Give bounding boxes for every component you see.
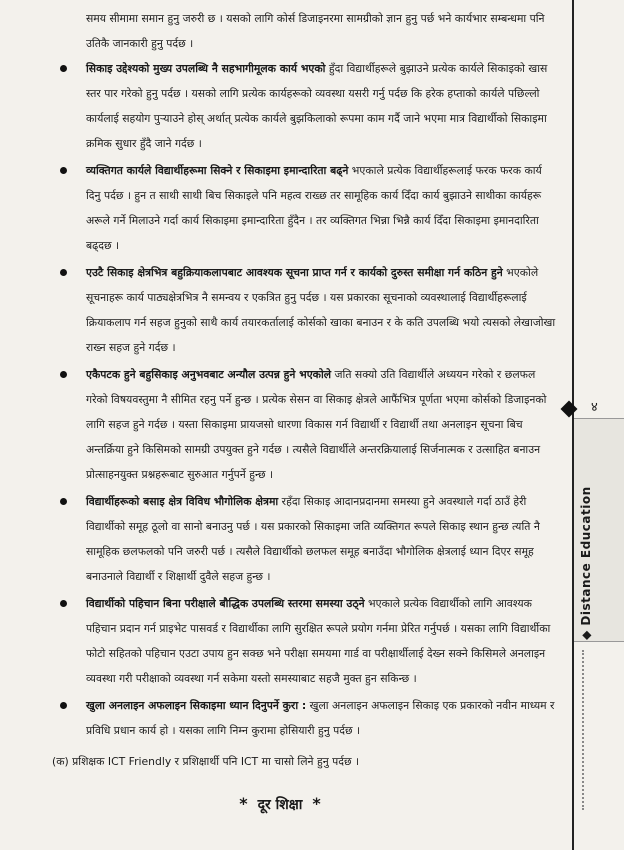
- dotted-rule: [582, 650, 586, 810]
- point-lead: सिकाइ उद्देश्यको मुख्य उपलब्धि नै सहभागीमूलक कार्य भएको: [86, 62, 326, 75]
- bullet-icon: [60, 498, 67, 505]
- sidebar-label-text: Distance Education: [579, 486, 593, 626]
- point-text: हुँदा विद्यार्थीहरूले बुझाउने प्रत्येक कार्यले सिकाइको खास स्तर पार गरेको हुनु पर्दछ । यसको लागि प्रत्येक कार्यहरूको व्यवस्था यसरी गर्नु पर्दछ कि हरेक हप्ताको कार्यले पछिल्लो कार्यलाई सहयोग पुऱ्याउने होस् अर्थात् प्रत्येक कार्यले बुझकिलाको रूपमा काम गर्दै जाने भएमा मात्र विद्यार्थीको सिकाइमा क्रमिक सुधार हुँदै जाने गर्दछ ।: [86, 62, 548, 150]
- point-lead: एउटै सिकाइ क्षेत्रभित्र बहुक्रियाकलापबाट आवश्यक सूचना प्राप्त गर्न र कार्यको दुरुस्त समीक्षा गर्न कठिन हुने: [86, 266, 503, 279]
- sidebar-label: ◆ Distance Education: [579, 486, 593, 640]
- point-text: रहँदा सिकाइ आदानप्रदानमा समस्या हुने अवस्थाले गर्दा ठाउँ हेरी विद्यार्थीको समूह ठूलो वा सानो बनाउनु पर्छ । यस प्रकारको सिकाइमा जति व्यक्तिगत रूपले सिकाइ स्थान हुन्छ त्यति नै सामूहिक छलफलको पनि जरुरी पर्छ । त्यसैले विद्यार्थीको छलफल समूह बनाउँदा भौगोलिक क्षेत्रलाई ध्यान दिएर समूह बनाउनाले विद्यार्थी र शिक्षार्थी दुवैले सहज हुन्छ ।: [86, 495, 540, 583]
- bullet-icon: [60, 371, 67, 378]
- point-text: भएकाले प्रत्येक विद्यार्थीको लागि आवश्यक पहिचान प्रदान गर्न प्राइभेट पासवर्ड र विद्यार्थीका लागि सुरक्षित रूपले प्रयोग गर्नमा प्रेरित गर्नुपर्छ । यसका लागि विद्यार्थीका फोटो सहितको पहिचान एउटा उपाय हुन सक्छ भने परीक्षा समयमा गार्ड वा परीक्षार्थीलाई देख्न सक्ने किसिमले अनलाइन व्यवस्था गरी परीक्षाको व्यवस्था गर्न सकेमा यस्तो समस्याबाट सहजै मुक्त हुन सकिन्छ ।: [86, 597, 551, 685]
- point-text: भएकाले प्रत्येक विद्यार्थीहरूलाई फरक फरक कार्य दिनु पर्दछ । हुन त साथी साथी बिच सिकाइले पनि महत्व राख्छ तर सामूहिक कार्य दिँदा कार्य बुझाउने साथीका कार्यहरू अरूले गर्ने मिलाउने गर्दा कार्य सिकाइमा इमान्दारिता हुँदैन । तर व्यक्तिगत भिन्ना भिन्नै कार्य दिँदा सिकाइमा इमानदारिता बढ्दछ ।: [86, 164, 542, 252]
- list-item: [58, 56, 558, 156]
- list-item: [58, 362, 558, 487]
- bullet-icon: [60, 600, 67, 607]
- footnote: (क) प्रशिक्षक ICT Friendly र प्रशिक्षार्थी पनि ICT मा चासो लिने हुनु पर्दछ ।: [52, 755, 360, 768]
- point-lead: विद्यार्थीहरूको बसाइ क्षेत्र विविध भौगोलिक क्षेत्रमा: [86, 495, 279, 508]
- star-icon: *: [239, 794, 248, 813]
- point-text: खुला अनलाइन अफलाइन सिकाइ एक प्रकारको नवीन माध्यम र प्रविधि प्रधान कार्य हो । यसका लागि निम्न कुरामा होसियारी हुनु पर्दछ ।: [86, 699, 555, 737]
- list-item: [58, 591, 558, 691]
- point-text: भएकोले सूचनाहरू कार्य पाठ्यक्षेत्रभित्र नै समन्वय र एकत्रित हुनु पर्दछ । यस प्रकारका सूचनाको व्यवस्थालाई विद्यार्थीहरूलाई क्रियाकलाप गर्न सहज हुनुको साथै कार्य तयारकर्तालाई कोर्सको खाका बनाउन र के कति उपलब्धि भयो त्यसको लेखाजोखा राख्न सहज हुने गर्दछ ।: [86, 266, 556, 354]
- point-text: जति सक्यो उति विद्यार्थीले अध्ययन गरेको र छलफल गरेको विषयवस्तुमा नै सीमित रहनु पर्ने हुन्छ । प्रत्येक सेसन वा सिकाइ क्षेत्रले आफैंभित्र पूर्णता भएमा कोर्सको डिजाइनको लागि सहज हुने गर्दछ । यस्ता सिकाइमा प्रायजसो धारणा विकास गर्न विद्यार्थी र विद्यार्थी तथा अनलाइन सूचना बिच अन्तर्क्रिया हुने किसिमको सामग्री उपयुक्त हुने गर्दछ । त्यसैले विद्यार्थीले अन्तरक्रियालाई सिर्जनात्मक र उत्साहित बनाउन प्रोत्साहनयुक्त प्रश्नहरूबाट सुरुआत गर्नुपर्ने हुन्छ ।: [86, 368, 547, 481]
- bullet-icon: [60, 702, 67, 709]
- star-icon: *: [312, 794, 321, 813]
- point-lead: खुला अनलाइन अफलाइन सिकाइमा ध्यान दिनुपर्ने कुरा :: [86, 699, 307, 712]
- bullet-list: [58, 56, 558, 743]
- list-item: [58, 693, 558, 743]
- list-item: [58, 489, 558, 589]
- diamond-icon: [561, 401, 578, 418]
- list-item: [58, 260, 558, 360]
- list-item: [58, 158, 558, 258]
- point-lead: विद्यार्थीको पहिचान बिना परीक्षाले बौद्धिक उपलब्धि स्तरमा समस्या उठ्ने: [86, 597, 365, 610]
- point-lead: व्यक्तिगत कार्यले विद्यार्थीहरूमा सिक्ने र सिकाइमा इमान्दारिता बढ्ने: [86, 164, 349, 177]
- main-content: [52, 6, 558, 774]
- footer-title: दूर शिक्षा: [257, 797, 303, 813]
- bullet-icon: [60, 167, 67, 174]
- intro-paragraph: समय सीमामा समान हुनु जरुरी छ । यसको लागि कोर्स डिजाइनरमा सामग्रीको ज्ञान हुनु पर्छ भने कार्यभार सम्बन्धमा पनि उतिकै जानकारी हुनु पर्दछ ।: [86, 12, 545, 50]
- bullet-icon: [60, 269, 67, 276]
- page-footer: [0, 794, 560, 814]
- page-number: ४: [591, 400, 598, 415]
- point-lead: एकैपटक हुने बहुसिकाइ अनुभवबाट अन्यौल उत्पन्न हुने भएकोले: [86, 368, 332, 381]
- bullet-icon: [60, 65, 67, 72]
